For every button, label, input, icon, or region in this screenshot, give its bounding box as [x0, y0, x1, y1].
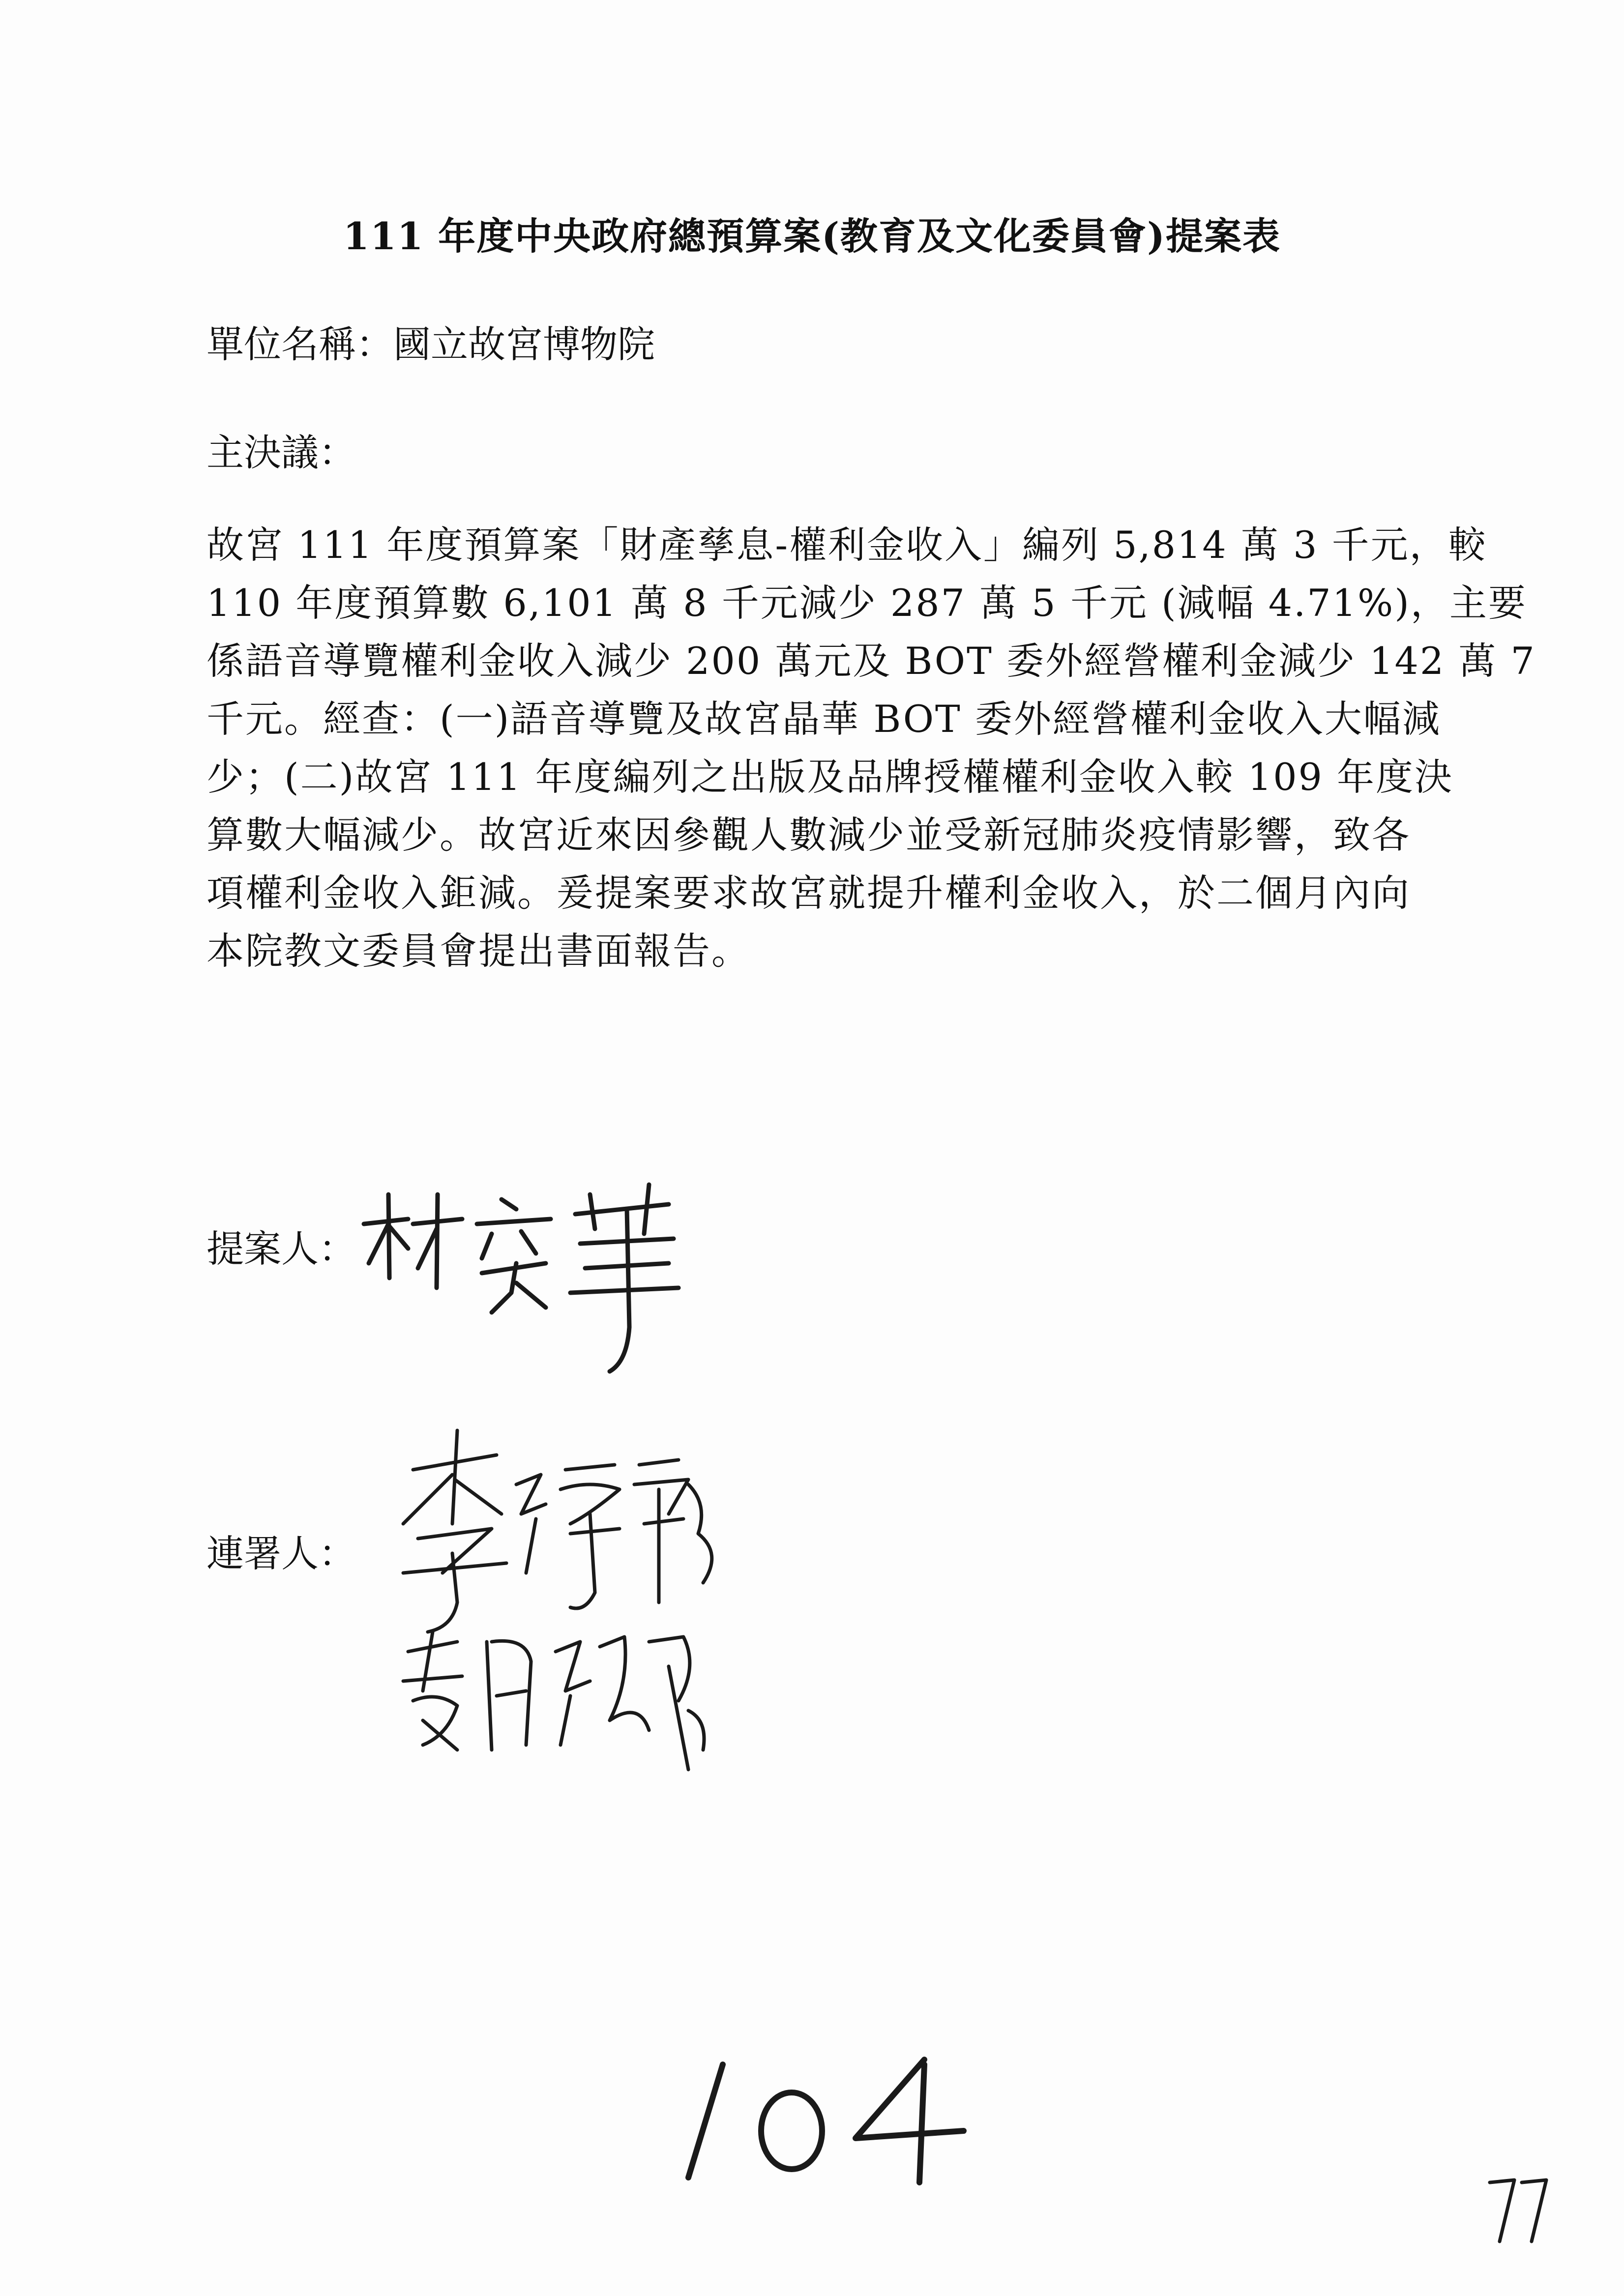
resolution-line: 係語音導覽權利金收入減少 200 萬元及 BOT 委外經營權利金減少 142 萬 7 — [207, 639, 1536, 683]
resolution-line: 110 年度預算數 6,101 萬 8 千元減少 287 萬 5 千元 (減幅 4.71%)，主要 — [207, 581, 1527, 625]
resolution-label: 主決議： — [207, 431, 356, 474]
unit-value: 國立故宮博物院 — [393, 322, 655, 366]
proposer-label: 提案人： — [207, 1227, 356, 1271]
resolution-line: 本院教文委員會提出書面報告。 — [207, 929, 750, 973]
handwritten-page-number — [669, 2045, 974, 2192]
document-title: 111 年度中央政府總預算案(教育及文化委員會)提案表 — [343, 214, 1281, 258]
unit-row — [207, 315, 655, 368]
resolution-line: 算數大幅減少。故宮近來因參觀人數減少並受新冠肺炎疫情影響，致各 — [207, 813, 1411, 857]
cosigner-signature-2 — [393, 1622, 718, 1779]
resolution-line: 故宮 111 年度預算案「財產孳息-權利金收入」編列 5,814 萬 3 千元，較 — [207, 523, 1487, 567]
resolution-line: 千元。經查：(一)語音導覽及故宮晶華 BOT 委外經營權利金收入大幅減 — [207, 697, 1441, 741]
proposer-signature — [354, 1165, 698, 1381]
cosigner-signature-1 — [384, 1425, 738, 1642]
cosigner-label: 連署人： — [207, 1532, 356, 1575]
resolution-body — [207, 516, 1536, 980]
resolution-line: 少；(二)故宮 111 年度編列之出版及品牌授權權利金收入較 109 年度決 — [207, 755, 1454, 799]
corner-mark — [1485, 2173, 1554, 2251]
unit-label: 單位名稱： — [207, 322, 393, 366]
resolution-line: 項權利金收入鉅減。爰提案要求故宮就提升權利金收入，於二個月內向 — [207, 871, 1411, 915]
